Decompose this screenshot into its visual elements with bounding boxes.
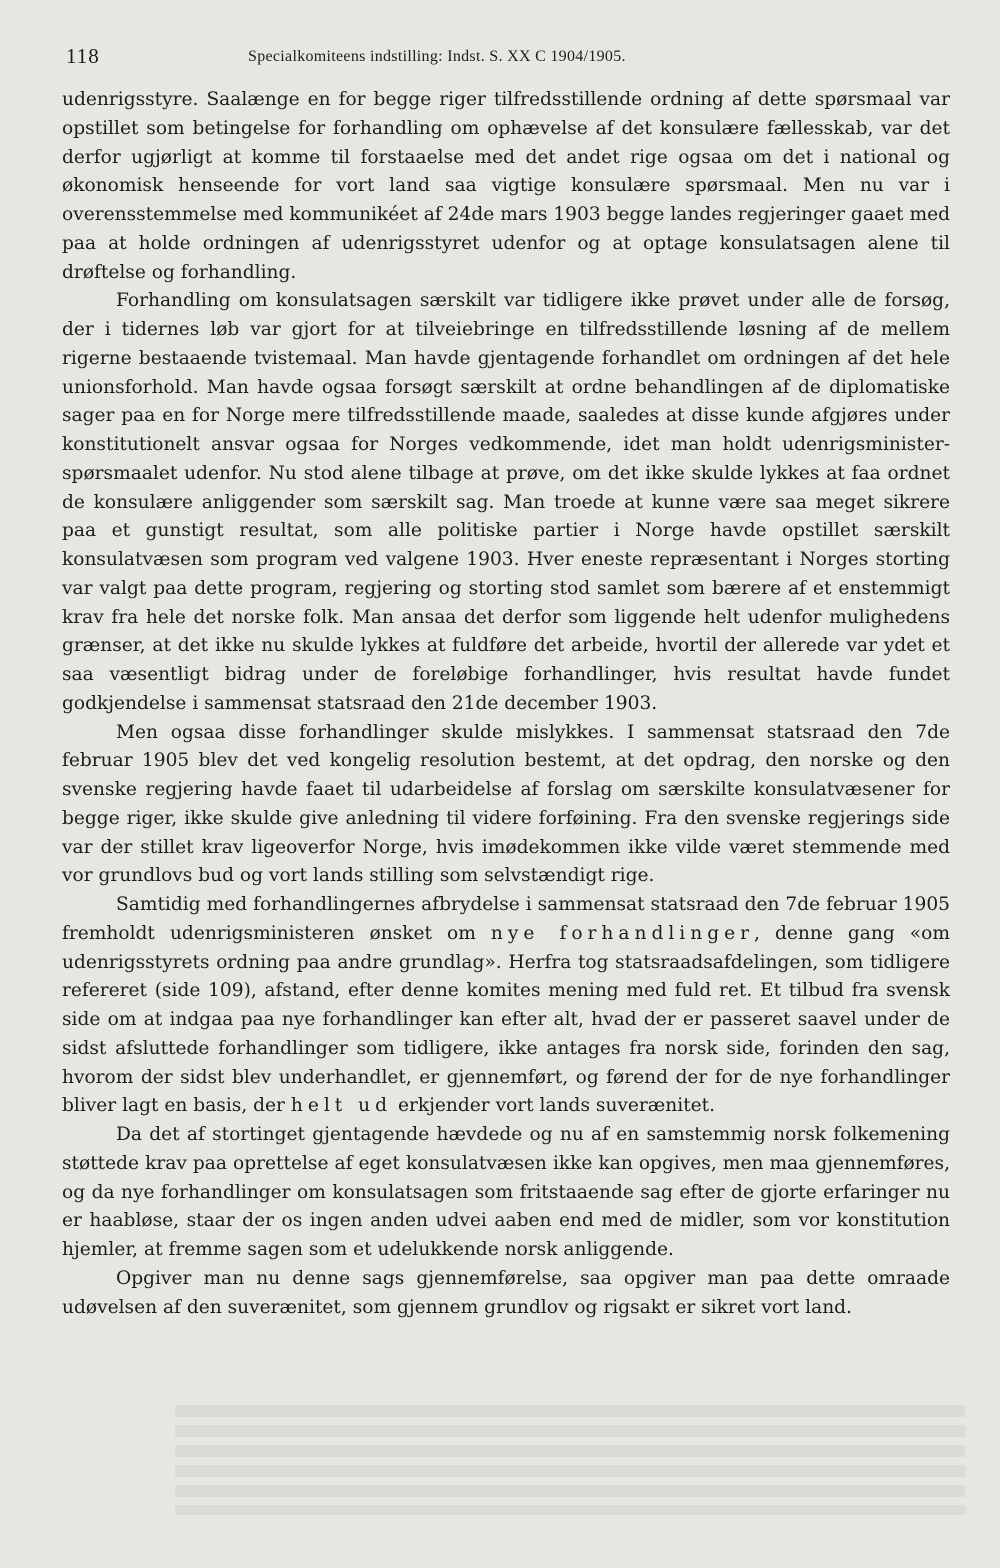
paragraph: Opgiver man nu denne sags gjennemførelse, saa opgiver man paa dette omraade udøvelsen af den suverænitet, som gjennem grundlov og rigsakt er sikret vort land. — [62, 1267, 950, 1318]
paragraph: Da det af stortinget gjentagende hævdede og nu af en samstemmig norsk folkemening støttede krav paa oprettelse af eget konsulatvæsen ikke kan opgives, men maa gjennemføres, og da nye forhandlinger om konsulatsagen som fritstaaende sag efter de gjorte erfaringer nu er haabløse, staar der os ingen anden udvei aaben end med de midler, som vor konstitution hjemler, at fremme sagen som et udelukkende norsk anliggende. — [62, 1124, 950, 1260]
paragraph — [62, 891, 950, 1121]
body-text — [62, 86, 950, 1322]
running-head-title: Specialkomiteens indstilling: Indst. S. XX C 1904/1905. — [248, 48, 626, 65]
spaced-emphasis: helt ud — [290, 1095, 393, 1117]
paragraph-text: , denne gang «om udenrigsstyrets ordning paa andre grundlag». Herfra tog statsraadsafdelingen, som tidligere refereret (side 109), afstand, efter denne komites mening med fuld ret. Et tilbud fra svensk side om at indgaa paa nye forhandlinger kan efter alt, hvad der er passeret saavel under de sidst afsluttede forhandlinger som tidligere, ikke antages fra norsk side, forinden den sag, hvorom der sidst blev underhandlet, er gjennemført, og førend der for de nye forhandlinger bliver lagt en basis, der — [62, 922, 951, 1117]
page-number: 118 — [66, 44, 100, 68]
spaced-emphasis: nye forhandlinger — [490, 922, 755, 944]
paragraph-text: erkjender vort lands suverænitet. — [392, 1095, 716, 1117]
running-head — [66, 44, 946, 74]
paragraph: udenrigsstyre. Saalænge en for begge riger tilfredsstillende ordning af dette spørsmaal var opstillet som betingelse for forhandling om ophævelse af det konsulære fællesskab, var det derfor ugjørligt at komme til forstaaelse med det andet rige ogsaa om det i national og økonomisk henseende for vort land saa vigtige konsulære spørsmaal. Men nu var i overensstemmelse med kommunikéet af 24de mars 1903 begge landes regjeringer gaaet med paa at holde ordningen af udenrigsstyret udenfor og at optage konsulatsagen alene til drøftelse og forhandling. — [62, 89, 950, 283]
paragraph-text: Samtidig med forhandlingernes afbrydelse i sammensat statsraad den 7de februar 1905 fremholdt udenrigsministeren ønsket om — [62, 894, 950, 944]
paragraph: Forhandling om konsulatsagen særskilt var tidligere ikke prøvet under alle de forsøg, der i tidernes løb var gjort for at tilveiebringe en tilfredsstillende løsning af de mellem rigerne bestaaende tvistemaal. Man havde gjentagende forhandlet om ordningen af det hele unionsforhold. Man havde ogsaa forsøgt særskilt at ordne behandlingen af de diplomatiske sager paa en for Norge mere tilfredsstillende maade, saaledes at disse kunde afgjøres under konstitutionelt ansvar ogsaa for Norges vedkommende, idet man holdt udenrigsminister-spørsmaalet udenfor. Nu stod alene tilbage at prøve, om det ikke skulde lykkes at faa ordnet de konsulære anliggender som særskilt sag. Man troede at kunne være saa meget sikrere paa et gunstigt resultat, som alle politiske partier i Norge havde opstillet særskilt konsulatvæsen som program ved valgene 1903. Hver eneste repræsentant i Norges storting var valgt paa dette program, regjering og storting stod samlet som bærere af et enstemmigt krav fra hele det norske folk. Man ansaa det derfor som liggende helt udenfor mulighedens grænser, at det ikke nu skulde lykkes at fuldføre det arbeide, hvortil der allerede var ydet et saa væsentligt bidrag under de foreløbige forhandlinger, hvis resultat havde fundet godkjendelse i sammensat statsraad den 21de december 1903. — [62, 290, 950, 714]
paragraph: Men ogsaa disse forhandlinger skulde mislykkes. I sammensat statsraad den 7de februar 1905 blev det ved kongelig resolution bestemt, at det opdrag, den norske og den svenske regjering havde faaet til udarbeidelse af forslag om særskilte konsulatvæsener for begge riger, ikke skulde give anledning til videre forføining. Fra den svenske regjerings side var der stillet krav ligeoverfor Norge, hvis imødekommen ikke vilde været stemmende med vor grundlovs bud og vort lands stilling som selvstændigt rige. — [62, 721, 950, 887]
bleed-through-shadow — [175, 1405, 965, 1515]
